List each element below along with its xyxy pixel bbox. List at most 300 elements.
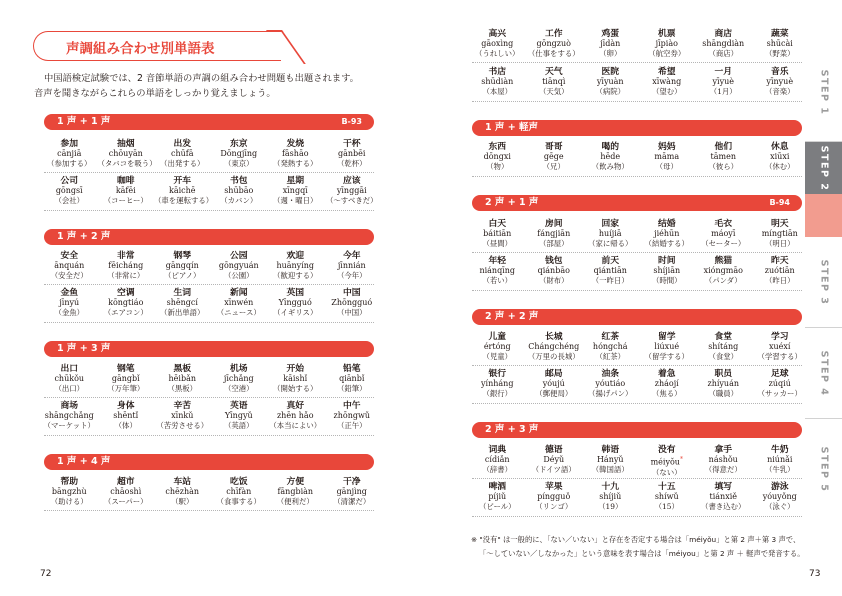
- word-cell: [695, 67, 752, 97]
- pinyin: jīdàn: [600, 39, 621, 48]
- hanzi: 一月: [714, 67, 733, 77]
- section-label: 2 声 + 2 声: [485, 311, 539, 322]
- word-cell: [41, 288, 98, 318]
- pinyin: kōngtiáo: [108, 298, 144, 307]
- pinyin: fāshāo: [281, 149, 309, 158]
- word-cell: [324, 251, 381, 281]
- pinyin: gōngyuán: [218, 261, 259, 270]
- pinyin: hēde: [600, 152, 621, 161]
- pinyin: zháojí: [654, 379, 679, 388]
- hanzi: 公司: [60, 176, 79, 186]
- hanzi: 东西: [488, 142, 507, 152]
- hanzi: 苹果: [544, 482, 563, 492]
- pinyin: xīngqī: [282, 186, 308, 195]
- word-row: [469, 256, 808, 286]
- meaning: （ 家に帰る ）: [582, 239, 639, 249]
- pinyin: shítáng: [708, 342, 739, 351]
- pinyin: cídiǎn: [484, 455, 510, 464]
- pinyin: gāngqín: [165, 261, 199, 270]
- meaning: （ 得意だ ）: [695, 465, 752, 475]
- word-cell: [469, 67, 526, 97]
- footnote: [471, 533, 805, 561]
- dotted-divider: [472, 62, 802, 63]
- step-label: STEP 5: [818, 446, 830, 492]
- meaning: （ 望む ）: [639, 87, 696, 97]
- word-cell: [211, 251, 268, 281]
- word-cell: [324, 364, 381, 394]
- meaning: （ 体 ）: [98, 421, 155, 431]
- meaning: （ 一昨日 ）: [582, 276, 639, 286]
- pinyin: Déyǔ: [543, 455, 565, 464]
- dotted-divider: [472, 176, 802, 177]
- hanzi: 足球: [770, 369, 789, 379]
- word-cell: [582, 369, 639, 399]
- pinyin: kāfēi: [115, 186, 136, 195]
- word-cell: [695, 142, 752, 172]
- meaning: （ 焦る ）: [639, 389, 696, 399]
- word-cell: [98, 139, 155, 169]
- pinyin: shūcài: [766, 39, 793, 48]
- word-cell: [639, 219, 696, 249]
- meaning: （ リンゴ ）: [526, 502, 583, 512]
- pinyin: yīyuè: [712, 77, 734, 86]
- intro-line-1: 中国語検定試験では、2 音節単語の声調の組み合わせ問題も出題されます。: [44, 73, 359, 84]
- hanzi: 红茶: [601, 332, 620, 342]
- pinyin: niúnǎi: [767, 455, 793, 464]
- hanzi: 词典: [488, 445, 507, 455]
- meaning: （ 発熱する ）: [267, 159, 324, 169]
- section-label: 1 声 + 3 声: [57, 343, 111, 354]
- word-cell: [469, 29, 526, 59]
- meaning: （ 清潔だ ）: [324, 497, 381, 507]
- pinyin: qiántiān: [593, 266, 627, 275]
- word-cell: [469, 332, 526, 362]
- meaning: （ カバン ）: [211, 196, 268, 206]
- word-cell: [211, 288, 268, 318]
- pinyin: qiānbǐ: [339, 374, 365, 383]
- meaning: （ 15 ）: [639, 502, 696, 512]
- hanzi: 开始: [286, 364, 305, 374]
- meaning: （ 正午 ）: [324, 421, 381, 431]
- meaning: （ 財布 ）: [526, 276, 583, 286]
- meaning: （ ビール ）: [469, 502, 526, 512]
- meaning: （ 泳ぐ ）: [752, 502, 809, 512]
- hanzi: 十五: [657, 482, 676, 492]
- section-header: [472, 120, 802, 136]
- word-cell: [41, 139, 98, 169]
- meaning: （ 万里の長城 ）: [526, 352, 583, 362]
- pinyin: gāoxìng: [481, 39, 514, 48]
- pinyin: fāngbiàn: [277, 487, 314, 496]
- meaning: （ エアコン ）: [98, 308, 155, 318]
- word-row: [41, 288, 380, 318]
- hanzi: 铅笔: [342, 364, 361, 374]
- meaning: （ 彼ら ）: [695, 162, 752, 172]
- pinyin: māma: [654, 152, 680, 161]
- hanzi: 房间: [544, 219, 563, 229]
- word-cell: [324, 477, 381, 507]
- word-cell: [211, 477, 268, 507]
- pinyin: gānjìng: [336, 487, 367, 496]
- word-cell: [695, 332, 752, 362]
- hanzi: 欢迎: [286, 251, 305, 261]
- pinyin: Chángchéng: [528, 342, 580, 351]
- hanzi: 天气: [544, 67, 563, 77]
- pinyin: ānquán: [54, 261, 85, 270]
- section-label: 1 声 + 2 声: [57, 231, 111, 242]
- word-cell: [752, 482, 809, 512]
- hanzi: 回家: [601, 219, 620, 229]
- intro-text: [34, 71, 359, 101]
- word-cell: [267, 364, 324, 394]
- hanzi: 今年: [342, 251, 361, 261]
- pinyin: méiyǒu: [650, 457, 680, 467]
- section-header: [472, 422, 802, 438]
- meaning: （ 週・曜日 ）: [267, 196, 324, 206]
- word-cell: [267, 401, 324, 431]
- word-cell: [526, 332, 583, 362]
- meaning: （ 児童 ）: [469, 352, 526, 362]
- hanzi: 辛苦: [173, 401, 192, 411]
- word-cell: [526, 445, 583, 478]
- section-label: 1 声 + 軽声: [485, 122, 538, 133]
- dotted-divider: [44, 510, 374, 511]
- pinyin: bāngzhù: [51, 487, 87, 496]
- word-cell: [582, 219, 639, 249]
- step-tab-5[interactable]: [805, 419, 842, 519]
- word-cell: [639, 482, 696, 512]
- pinyin: qiánbāo: [537, 266, 570, 275]
- meaning: （ 昼間 ）: [469, 239, 526, 249]
- step-tab-4[interactable]: [805, 328, 842, 418]
- word-cell: [752, 332, 809, 362]
- word-row: [41, 364, 380, 394]
- word-cell: [267, 176, 324, 206]
- meaning: （ 助ける ）: [41, 497, 98, 507]
- word-cell: [41, 176, 98, 206]
- hanzi: 中午: [342, 401, 361, 411]
- section-header: [472, 195, 802, 211]
- page-number: 73: [809, 569, 821, 579]
- pinyin: zuótiān: [764, 266, 795, 275]
- hanzi: 参加: [60, 139, 79, 149]
- word-cell: [41, 477, 98, 507]
- pinyin: chōuyān: [108, 149, 143, 158]
- pinyin: hóngchá: [592, 342, 628, 351]
- audio-track-code: B-93: [341, 117, 362, 126]
- pinyin: píjiǔ: [488, 492, 507, 501]
- pinyin: liúxué: [654, 342, 680, 351]
- meaning: （ 母 ）: [639, 162, 696, 172]
- word-cell: [582, 67, 639, 97]
- hanzi: 油条: [601, 369, 620, 379]
- meaning: （ 天気 ）: [526, 87, 583, 97]
- hanzi: 书包: [229, 176, 248, 186]
- hanzi: 职员: [714, 369, 733, 379]
- meaning: （ ピアノ ）: [154, 271, 211, 281]
- dotted-divider: [472, 365, 802, 366]
- hanzi: 黑板: [173, 364, 192, 374]
- word-cell: [267, 251, 324, 281]
- pinyin: huānyíng: [276, 261, 315, 270]
- hanzi: 食堂: [714, 332, 733, 342]
- word-cell: [211, 176, 268, 206]
- word-cell: [41, 401, 98, 431]
- hanzi: 生词: [173, 288, 192, 298]
- section-label: 2 声 + 1 声: [485, 197, 539, 208]
- word-cell: [98, 251, 155, 281]
- pinyin: yīyuàn: [596, 77, 624, 86]
- word-cell: [639, 445, 696, 478]
- step-label: STEP 1: [818, 69, 830, 116]
- pinyin: huíjiā: [598, 229, 622, 238]
- section-header: [44, 341, 374, 357]
- hanzi: 毛衣: [714, 219, 733, 229]
- pinyin: xīwàng: [652, 77, 682, 86]
- word-cell: [639, 67, 696, 97]
- meaning: （ 航空券 ）: [639, 49, 696, 59]
- hanzi: 应该: [342, 176, 361, 186]
- pinyin: shēngcí: [166, 298, 198, 307]
- hanzi: 儿童: [488, 332, 507, 342]
- word-cell: [324, 401, 381, 431]
- hanzi: 学习: [770, 332, 789, 342]
- word-cell: [267, 477, 324, 507]
- pinyin: gōngsī: [55, 186, 83, 195]
- word-cell: [639, 256, 696, 286]
- hanzi: 韩语: [601, 445, 620, 455]
- hanzi: 蔬菜: [770, 29, 789, 39]
- dotted-divider: [472, 403, 802, 404]
- hanzi: 英国: [286, 288, 305, 298]
- meaning: （ 明日 ）: [752, 239, 809, 249]
- meaning: （ 仕事をする ）: [526, 49, 583, 59]
- pinyin: píngguǒ: [537, 492, 571, 501]
- word-cell: [211, 401, 268, 431]
- pinyin: jiéhūn: [654, 229, 680, 238]
- meaning: （ 辞書 ）: [469, 465, 526, 475]
- meaning: （ サッカー ）: [752, 389, 809, 399]
- hanzi: 车站: [173, 477, 192, 487]
- hanzi: 干杯: [342, 139, 361, 149]
- pinyin: shēntǐ: [113, 411, 139, 420]
- meaning: （ 出口 ）: [41, 384, 98, 394]
- meaning: （ 書き込む ）: [695, 502, 752, 512]
- meaning: （ タバコを吸う ）: [98, 159, 155, 169]
- pinyin: chīfàn: [226, 487, 252, 496]
- hanzi: 填写: [714, 482, 733, 492]
- word-cell: [41, 251, 98, 281]
- hanzi: 非常: [116, 251, 135, 261]
- hanzi: 真好: [286, 401, 305, 411]
- meaning: （ 安全だ ）: [41, 271, 98, 281]
- dotted-divider: [472, 252, 802, 253]
- meaning: （ 物 ）: [469, 162, 526, 172]
- word-cell: [469, 369, 526, 399]
- word-row: [41, 401, 380, 431]
- hanzi: 钢琴: [173, 251, 192, 261]
- pinyin: báitiān: [483, 229, 512, 238]
- word-cell: [695, 482, 752, 512]
- word-cell: [526, 369, 583, 399]
- pinyin: gānbēi: [338, 149, 366, 158]
- word-cell: [154, 176, 211, 206]
- pinyin: jīnyú: [59, 298, 80, 307]
- word-cell: [752, 29, 809, 59]
- page-number: 72: [40, 569, 52, 579]
- meaning: （ 非常に ）: [98, 271, 155, 281]
- pinyin: shíjiǔ: [599, 492, 622, 501]
- meaning: （ マーケット ）: [41, 421, 98, 431]
- meaning: （ 揚げパン ）: [582, 389, 639, 399]
- hanzi: 干净: [342, 477, 361, 487]
- pinyin: máoyī: [711, 229, 736, 238]
- section-header: [472, 309, 802, 325]
- pinyin: fēicháng: [108, 261, 144, 270]
- pinyin: shāngchǎng: [44, 411, 94, 420]
- word-cell: [639, 332, 696, 362]
- word-cell: [154, 288, 211, 318]
- hanzi: 十九: [601, 482, 620, 492]
- meaning: （ 牛乳 ）: [752, 465, 809, 475]
- hanzi: 金鱼: [60, 288, 79, 298]
- meaning: （ 参加する ）: [41, 159, 98, 169]
- word-cell: [154, 364, 211, 394]
- pinyin: yóuyǒng: [762, 492, 797, 501]
- step-label: STEP 2: [818, 145, 830, 191]
- hanzi: 高兴: [488, 29, 507, 39]
- word-cell: [98, 288, 155, 318]
- pinyin: náshǒu: [708, 455, 738, 464]
- pinyin: Zhōngguó: [331, 298, 373, 307]
- meaning: （ 会社 ）: [41, 196, 98, 206]
- hanzi: 他们: [714, 142, 733, 152]
- meaning: （ ～すべきだ ）: [324, 196, 381, 206]
- pinyin: shíwǔ: [654, 492, 679, 501]
- pinyin: Yīngguó: [278, 298, 312, 307]
- hanzi: 方便: [286, 477, 305, 487]
- meaning: （ 休む ）: [752, 162, 809, 172]
- word-row: [469, 29, 808, 59]
- hanzi: 开车: [173, 176, 192, 186]
- meaning: （ コーヒー ）: [98, 196, 155, 206]
- word-cell: [469, 482, 526, 512]
- pinyin: tāmen: [710, 152, 736, 161]
- meaning: （ 本当によい ）: [267, 421, 324, 431]
- pinyin: xīnkǔ: [171, 411, 194, 420]
- hanzi: 机场: [229, 364, 248, 374]
- word-cell: [695, 219, 752, 249]
- word-cell: [526, 142, 583, 172]
- footnote-line-2: 「～していない／しなかった」という意味を表す場合は「méiyou」と第 2 声 ＋ 軽声で発音する。: [479, 549, 805, 558]
- hanzi: 星期: [286, 176, 305, 186]
- word-row: [469, 482, 808, 512]
- word-cell: [469, 142, 526, 172]
- pinyin: értóng: [483, 342, 511, 351]
- meaning: （ 中国 ）: [324, 308, 381, 318]
- step-tab-2[interactable]: [805, 142, 842, 194]
- section-header: [44, 454, 374, 470]
- word-cell: [526, 67, 583, 97]
- word-cell: [582, 482, 639, 512]
- hanzi: 钱包: [544, 256, 563, 266]
- word-cell: [526, 29, 583, 59]
- word-cell: [211, 139, 268, 169]
- hanzi: 吃饭: [229, 477, 248, 487]
- word-row: [469, 142, 808, 172]
- meaning: （ 職員 ）: [695, 389, 752, 399]
- word-cell: [98, 176, 155, 206]
- step-label: STEP 4: [818, 350, 830, 396]
- hanzi: 妈妈: [657, 142, 676, 152]
- hanzi: 长城: [544, 332, 563, 342]
- word-cell: [324, 139, 381, 169]
- pinyin: jīchǎng: [223, 374, 254, 383]
- hanzi: 白天: [488, 219, 507, 229]
- pinyin: zhēn hǎo: [276, 411, 314, 420]
- hanzi: 德语: [544, 445, 563, 455]
- step-tab-1[interactable]: [805, 44, 842, 141]
- meaning: （ 昨日 ）: [752, 276, 809, 286]
- pinyin: shūbāo: [224, 186, 254, 195]
- hanzi: 熊猫: [714, 256, 733, 266]
- hanzi: 时间: [657, 256, 676, 266]
- meaning: （ イギリス ）: [267, 308, 324, 318]
- word-cell: [582, 29, 639, 59]
- meaning: （ 紅茶 ）: [582, 352, 639, 362]
- meaning: （ 兄 ）: [526, 162, 583, 172]
- page-title: 声調組み合わせ別単語表: [66, 41, 215, 57]
- pinyin: chāoshì: [110, 487, 142, 496]
- meaning: （ 車を運転する ）: [154, 196, 211, 206]
- meaning: （ 出発する ）: [154, 159, 211, 169]
- pinyin: tiánxiě: [709, 492, 737, 501]
- pinyin: chēzhàn: [165, 487, 200, 496]
- word-cell: [752, 369, 809, 399]
- hanzi: 新闻: [229, 288, 248, 298]
- pinyin: shíjiān: [653, 266, 681, 275]
- word-row: [41, 251, 380, 281]
- pinyin: jīpiào: [655, 39, 678, 48]
- hanzi: 邮局: [544, 369, 563, 379]
- pinyin: xuéxí: [769, 342, 791, 351]
- pinyin: kāishǐ: [283, 374, 308, 383]
- hanzi: 中国: [342, 288, 361, 298]
- step-tab-3[interactable]: [805, 237, 842, 327]
- hanzi: 出口: [60, 364, 79, 374]
- hanzi: 鸡蛋: [601, 29, 620, 39]
- word-cell: [695, 445, 752, 478]
- meaning: （ 郵便局 ）: [526, 389, 583, 399]
- meaning: （ 結婚する ）: [639, 239, 696, 249]
- word-cell: [639, 142, 696, 172]
- pinyin: míngtiān: [761, 229, 798, 238]
- meaning: （ 東京 ）: [211, 159, 268, 169]
- word-cell: [154, 477, 211, 507]
- pinyin: xiūxi: [770, 152, 790, 161]
- meaning: （ うれしい ）: [469, 49, 526, 59]
- pinyin: gōngzuò: [536, 39, 571, 48]
- meaning: （ 食堂 ）: [695, 352, 752, 362]
- meaning: （ 駅 ）: [154, 497, 211, 507]
- meaning: （ パンダ ）: [695, 276, 752, 286]
- hanzi: 结婚: [657, 219, 676, 229]
- word-cell: [695, 29, 752, 59]
- hanzi: 超市: [116, 477, 135, 487]
- word-row: [41, 477, 380, 507]
- hanzi: 空调: [116, 288, 135, 298]
- meaning: （ 学習する ）: [752, 352, 809, 362]
